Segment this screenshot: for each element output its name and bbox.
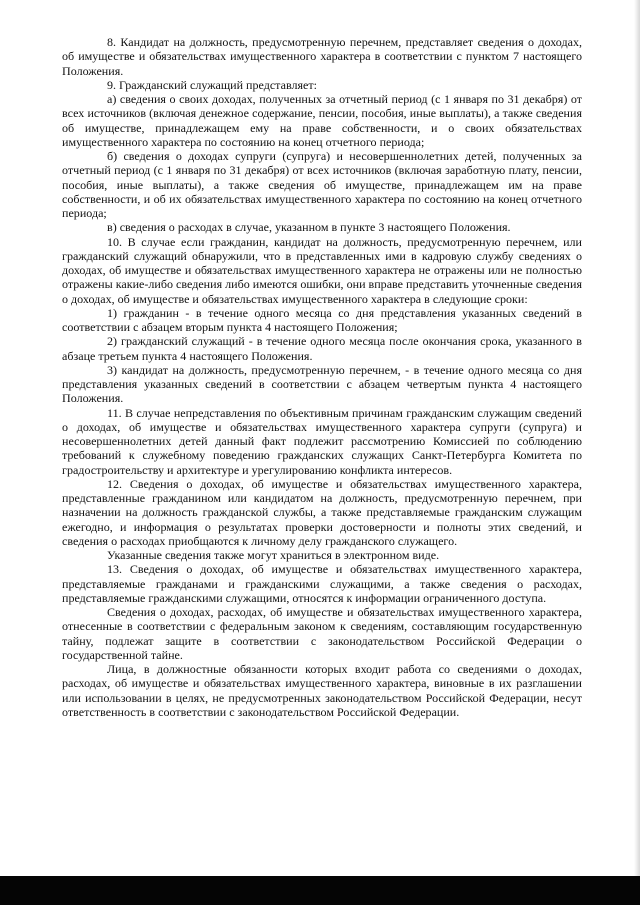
- paragraph-9-b: б) сведения о доходах супруги (супруга) и несовершеннолетних детей, полученных за отчетный период (с 1 января по 31 декабря) от всех источников (включая заработную плату, пенсии, пособия, иные выплаты), а также сведения об имуществе, принадлежащем им на праве собственности, и об их обязательствах имущественного характера по состоянию на конец отчетного периода;: [62, 149, 582, 220]
- paragraph-12-electronic: Указанные сведения также могут храниться в электронном виде.: [107, 548, 440, 562]
- scan-edge-shadow: [634, 0, 640, 905]
- paragraph-10-1: 1) гражданин - в течение одного месяца со дня представления указанных сведений в соответствии с абзацем вторым пункта 4 настоящего Положения;: [62, 305, 582, 334]
- paragraph-10: 10. В случае если гражданин, кандидат на должность, предусмотренную перечнем, или гражданский служащий обнаружили, что в представленных ими в кадровую службу сведениях о доходах, об имуществе и обязательствах имущественного характера не отражены или не полностью отражены какие-либо сведения либо имеются ошибки, они вправе представить уточненные сведения о доходах, об имуществе и обязательствах имущественного характера в следующие сроки:: [62, 234, 582, 306]
- paragraph-11: 11. В случае непредставления по объективным причинам гражданским служащим сведений о доходах, об имуществе и обязательствах имущественного характера супруги (супруга) и несовершеннолетних детей данный факт подлежит рассмотрению Комиссией по соблюдению требований к служебному поведению гражданских служащих Санкт-Петербурга Комитета по градостроительству и архитектуре и урегулированию конфликта интересов.: [62, 405, 582, 477]
- paragraph-8: 8. Кандидат на должность, предусмотренную перечнем, представляет сведения о доходах, об имуществе и обязательствах имущественного характера в соответствии с пунктом 7 настоящего Положения.: [62, 35, 582, 78]
- scan-bottom-border: [0, 876, 640, 905]
- paragraph-13-liability: Лица, в должностные обязанности которых входит работа со сведениями о доходах, расходах, об имуществе и обязательствах имущественного характера, виновные в их разглашении или использовании в целях, не предусмотренных законодательством Российской Федерации, несут ответственность в соответствии с законодательством Российской Федерации.: [62, 662, 582, 719]
- paragraph-12: 12. Сведения о доходах, об имуществе и обязательствах имущественного характера, представленные гражданином или кандидатом на должность, предусмотренную перечнем, при назначении на должность гражданской службы, а также представляемые гражданским служащим ежегодно, и информация о результатах проверки достоверности и полноты этих сведений, и сведения о расходах приобщаются к личному делу гражданского служащего.: [62, 476, 582, 548]
- paragraph-13-state-secret: Сведения о доходах, расходах, об имуществе и обязательствах имущественного характера, отнесенные в соответствии с федеральным законом к сведениям, составляющим государственную тайну, подлежат защите в соответствии с законодательством Российской Федерации о государственной тайне.: [62, 605, 582, 662]
- document-body: [62, 35, 582, 719]
- paragraph-13: 13. Сведения о доходах, об имуществе и обязательствах имущественного характера, представляемые гражданами и гражданскими служащими, а также сведения о расходах, представляемые гражданскими служащими, относятся к информации ограниченного доступа.: [62, 562, 582, 605]
- paragraph-9-v: в) сведения о расходах в случае, указанном в пункте 3 настоящего Положения.: [107, 220, 511, 235]
- paragraph-9-a: а) сведения о своих доходах, полученных за отчетный период (с 1 января по 31 декабря) от всех источников (включая денежное содержание, пенсии, пособия, иные выплаты), а также сведения об имуществе, принадлежащем ему на праве собственности, и о своих обязательствах имущественного характера по состоянию на конец отчетного периода;: [62, 92, 582, 149]
- paragraph-10-3: 3) кандидат на должность, предусмотренную перечнем, - в течение одного месяца со дня представления указанных сведений в соответствии с абзацем четвертым пункта 4 настоящего Положения.: [62, 362, 582, 406]
- paragraph-10-2: 2) гражданский служащий - в течение одного месяца после окончания срока, указанного в абзаце третьем пункта 4 настоящего Положения.: [62, 334, 582, 363]
- paragraph-9-heading: 9. Гражданский служащий представляет:: [107, 77, 317, 92]
